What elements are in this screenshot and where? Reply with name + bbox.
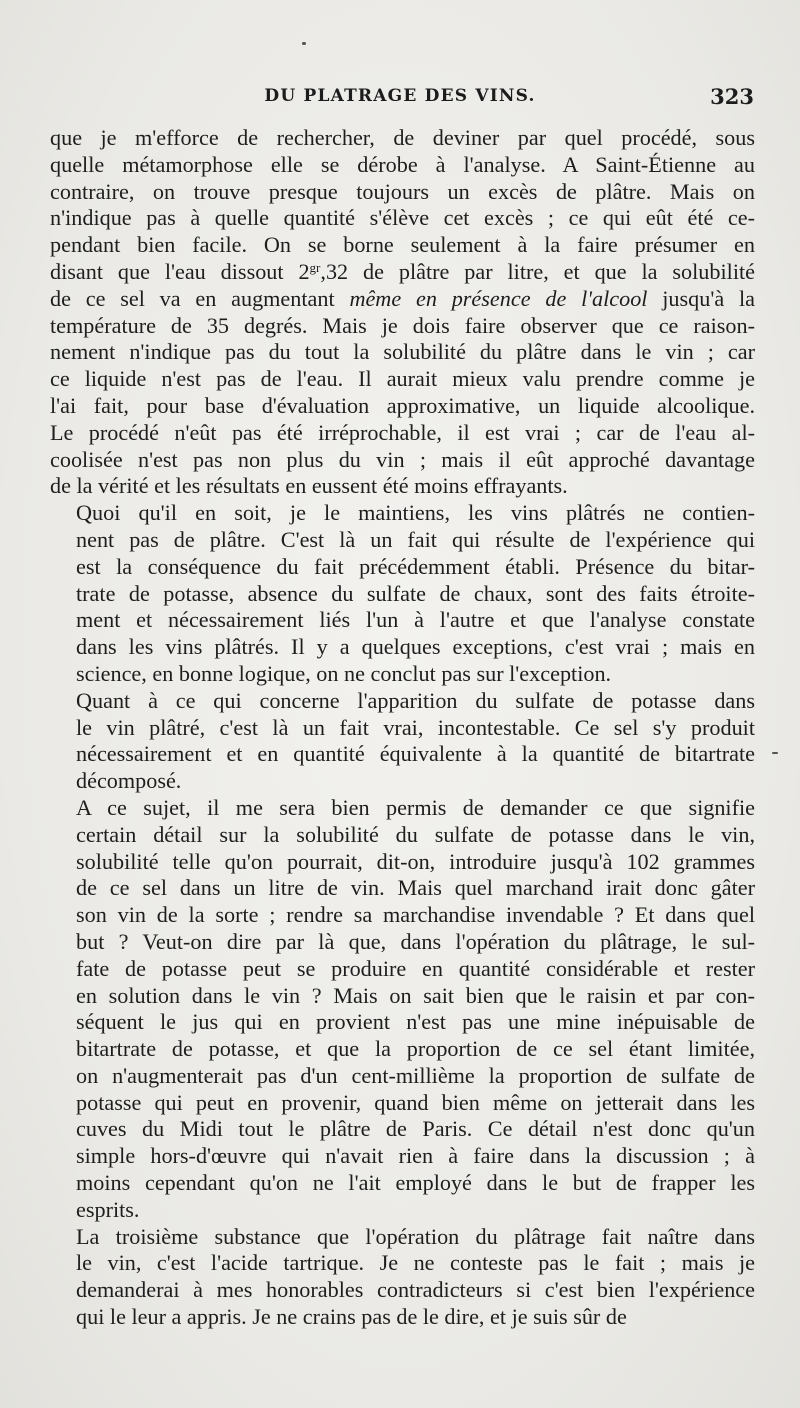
text-line: le vin plâtré, c'est là un fait vrai, incontestable. Ce sel s'y produit [76, 714, 755, 740]
text-line: but ? Veut-on dire par là que, dans l'opération du plâtrage, le sul- [76, 928, 755, 954]
paragraph [50, 125, 755, 500]
text-line: séquent le jus qui en provient n'est pas une mine inépuisable de [76, 1009, 755, 1035]
body-text [50, 125, 755, 1331]
text-line: on n'augmenterait pas d'un cent-millième la proportion de sulfate de [76, 1062, 755, 1088]
text-line: solubilité telle qu'on pourrait, dit-on, introduire jusqu'à 102 grammes [76, 848, 755, 874]
paragraph [50, 500, 755, 688]
text-line: fate de potasse peut se produire en quantité considérable et rester [76, 955, 755, 981]
paragraph [50, 795, 755, 1224]
text-line: que je m'efforce de rechercher, de deviner par quel procédé, sous [50, 125, 755, 150]
text-line: pendant bien facile. On se borne seulement à la faire présumer en [50, 232, 755, 258]
text-line: coolisée n'est pas non plus du vin ; mais il eût approché davantage [50, 446, 755, 472]
text-line: A ce sujet, il me sera bien permis de demander ce que signifie [76, 794, 755, 820]
text-line [50, 259, 755, 286]
text-line: Le procédé n'eût pas été irréprochable, il est vrai ; car de l'eau al- [50, 419, 755, 445]
text-line: quelle métamorphose elle se dérobe à l'analyse. A Saint-Étienne au [50, 151, 755, 177]
text-line: nent pas de plâtre. C'est là un fait qui résulte de l'expérience qui [76, 526, 755, 552]
text-line: de la vérité et les résultats en eussent été moins effrayants. [50, 473, 568, 499]
text-line: qui le leur a appris. Je ne crains pas de le dire, et je suis sûr de [76, 1304, 627, 1330]
text-line: bitartrate de potasse, et que la proportion de ce sel étant limitée, [76, 1036, 755, 1062]
text-line: contraire, on trouve presque toujours un excès de plâtre. Mais on [50, 178, 755, 204]
text-line [50, 286, 755, 313]
page-header [40, 86, 760, 114]
text-line: l'ai fait, pour base d'évaluation approximative, un liquide alcoolique. [50, 392, 755, 418]
text-segment: jusqu'à la [647, 285, 755, 311]
text-line: décomposé. [76, 768, 182, 794]
text-line: La troisième substance que l'opération du plâtrage fait naître dans [76, 1223, 755, 1249]
text-line: simple hors-d'œuvre qui n'avait rien à faire dans la discussion ; à [76, 1143, 755, 1169]
text-line: de ce sel dans un litre de vin. Mais quel marchand irait donc gâter [76, 875, 755, 901]
text-line: trate de potasse, absence du sulfate de chaux, sont des faits étroite- [76, 580, 755, 606]
running-title: DU PLATRAGE DES VINS. [264, 86, 536, 106]
paragraph [50, 688, 755, 795]
text-line: n'indique pas à quelle quantité s'élève cet excès ; ce qui eût été ce- [50, 205, 755, 231]
text-line: en solution dans le vin ? Mais on sait bien que le raisin et par con- [76, 982, 755, 1008]
text-line: son vin de la sorte ; rendre sa marchandise invendable ? Et dans quel [76, 902, 755, 928]
text-line: potasse qui peut en provenir, quand bien même on jetterait dans les [76, 1089, 755, 1115]
text-line: Quant à ce qui concerne l'apparition du sulfate de potasse dans [76, 687, 755, 713]
text-line: le vin, c'est l'acide tartrique. Je ne conteste pas le fait ; mais je [76, 1250, 755, 1276]
print-speck [772, 752, 778, 754]
text-line: Quoi qu'il en soit, je le maintiens, les vins plâtrés ne contien- [76, 500, 755, 526]
print-speck [302, 42, 306, 45]
text-line: est la conséquence du fait précédemment établi. Présence du bitar- [76, 553, 755, 579]
text-line: nécessairement et en quantité équivalente à la quantité de bitartrate [76, 741, 755, 767]
text-segment: de ce sel va en augmentant [50, 285, 350, 311]
text-line: esprits. [76, 1196, 140, 1222]
text-line: température de 35 degrés. Mais je dois faire observer que ce raison- [50, 312, 755, 338]
page-number: 323 [710, 84, 754, 109]
text-line: ment et nécessairement liés l'un à l'autre et que l'analyse constate [76, 607, 755, 633]
text-segment: disant que l'eau dissout 2 [50, 258, 310, 284]
text-segment: ,32 de plâtre par litre, et que la solubilité [320, 258, 755, 284]
text-line: science, en bonne logique, on ne conclut pas sur l'exception. [76, 660, 612, 686]
text-line: ce liquide n'est pas de l'eau. Il aurait mieux valu prendre comme je [50, 366, 755, 392]
text-line: dans les vins plâtrés. Il y a quelques exceptions, c'est vrai ; mais en [76, 634, 755, 660]
text-line: certain détail sur la solubilité du sulfate de potasse dans le vin, [76, 821, 755, 847]
text-line: moins cependant qu'on ne l'ait employé dans le but de frapper les [76, 1170, 755, 1196]
text-line: cuves du Midi tout le plâtre de Paris. Ce détail n'est donc qu'un [76, 1116, 755, 1142]
text-line: demanderai à mes honorables contradicteurs si c'est bien l'expérience [76, 1277, 755, 1303]
text-line: nement n'indique pas du tout la solubilité du plâtre dans le vin ; car [50, 339, 755, 365]
paragraph [50, 1224, 755, 1331]
italic-phrase: même en présence de l'alcool [349, 285, 648, 311]
unit-superscript: gr [309, 259, 321, 275]
